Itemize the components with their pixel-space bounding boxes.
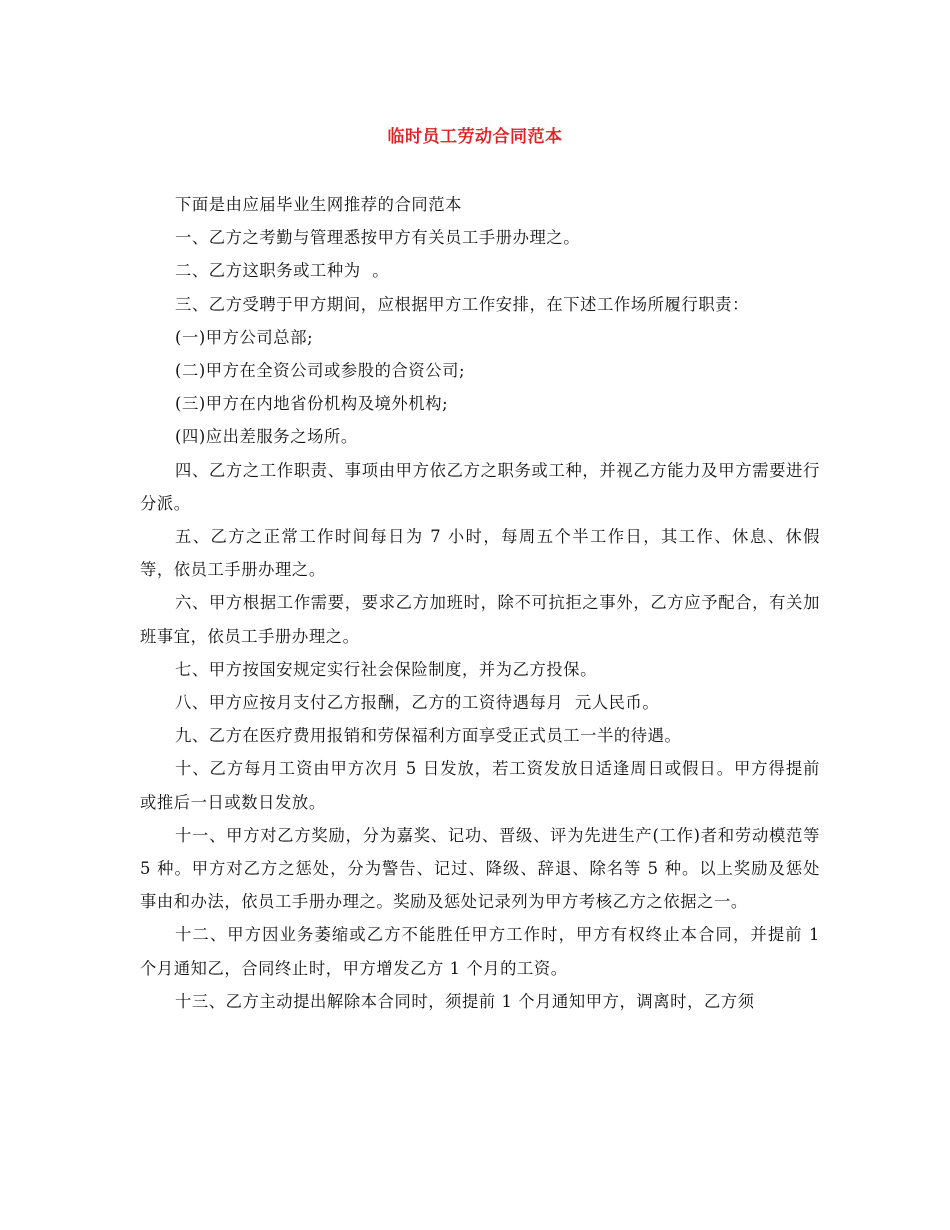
document-body: [140, 188, 826, 1018]
clause-1: 一、乙方之考勤与管理悉按甲方有关员工手册办理之。: [175, 228, 581, 248]
intro-paragraph: 下面是由应届毕业生网推荐的合同范本: [175, 195, 462, 214]
clause-3-item-4: (四)应出差服务之场所。: [175, 427, 358, 447]
clause-13: 十三、乙方主动提出解除本合同时，须提前 1 个月通知甲方，调离时，乙方须: [175, 991, 755, 1011]
clause-8: 八、甲方应按月支付乙方报酬，乙方的工资待遇每月 元人民币。: [175, 693, 660, 713]
clause-12: 十二、甲方因业务萎缩或乙方不能胜任甲方工作时，甲方有权终止本合同，并提前 1 个月通知乙，合同终止时，甲方增发乙方 1 个月的工资。: [140, 925, 826, 978]
clause-10: 十、乙方每月工资由甲方次月 5 日发放，若工资发放日适逢周日或假日。甲方得提前或推后一日或数日发放。: [140, 759, 820, 812]
clause-3-item-1: (一)甲方公司总部;: [175, 327, 314, 347]
clause-5: 五、乙方之正常工作时间每日为 7 小时，每周五个半工作日，其工作、休息、休假等，依员工手册办理之。: [140, 527, 820, 580]
document-title: 临时员工劳动合同范本: [387, 127, 563, 147]
clause-3-item-3: (三)甲方在内地省份机构及境外机构;: [175, 394, 449, 414]
clause-7: 七、甲方按国安规定实行社会保险制度，并为乙方投保。: [175, 659, 598, 679]
clause-11: 十一、甲方对乙方奖励，分为嘉奖、记功、晋级、评为先进生产(工作)者和劳动模范等 5 种。甲方对乙方之惩处，分为警告、记过、降级、辞退、除名等 5 种。以上奖励及惩处事由和办法，依员工手册办理之。奖励及惩处记录列为甲方考核乙方之依据之一。: [140, 825, 826, 912]
clause-9: 九、乙方在医疗费用报销和劳保福利方面享受正式员工一半的待遇。: [175, 726, 682, 746]
clause-2: 二、乙方这职务或工种为 。: [175, 261, 390, 281]
clause-3-item-2: (二)甲方在全资公司或参股的合资公司;: [175, 361, 466, 381]
clause-3: 三、乙方受聘于甲方期间，应根据甲方工作安排，在下述工作场所履行职责：: [175, 294, 749, 314]
clause-4: 四、乙方之工作职责、事项由甲方依乙方之职务或工种，并视乙方能力及甲方需要进行分派。: [140, 460, 820, 513]
clause-6: 六、甲方根据工作需要，要求乙方加班时，除不可抗拒之事外，乙方应予配合，有关加班事宜，依员工手册办理之。: [140, 593, 820, 646]
